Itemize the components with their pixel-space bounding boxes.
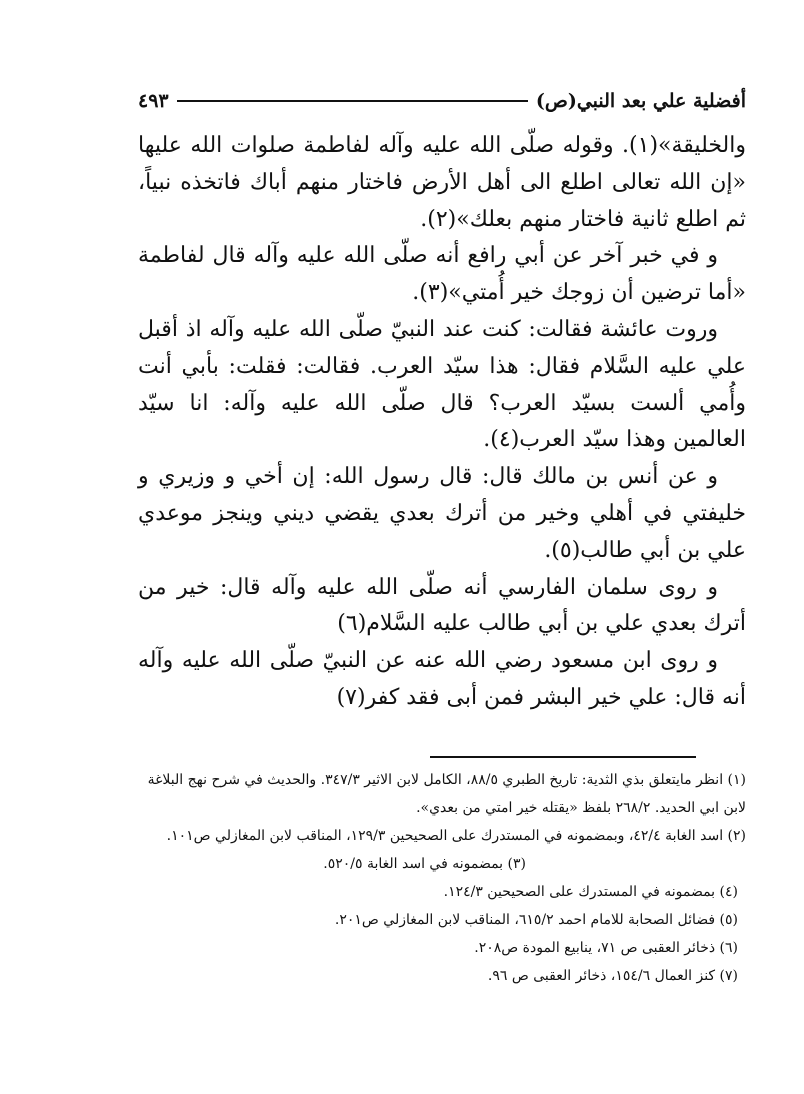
footnote-1: (١) انظر مايتعلق بذي الثدية: تاريخ الطبري ٨٨/٥، الكامل لابن الاثير ٣٤٧/٣. والحديث في شرح نهج البلاغة لابن ابي الحديد. ٢٦٨/٢ بلفظ «يقتله خير امتي من بعدي». [147, 772, 746, 816]
footnote-2 [140, 822, 746, 878]
footnote-7: (٧) كنز العمال ١٥٤/٦، ذخائر العقبى ص ٩٦. [487, 968, 738, 984]
main-text [138, 128, 746, 717]
page-number: ٤٩٣ [138, 90, 169, 112]
header-rule [177, 100, 528, 102]
footnote-4: (٤) بمضمونه في المستدرك على الصحيحين ١٢٤/٣. [443, 884, 738, 900]
running-header [138, 88, 746, 114]
paragraph: وروت عائشة فقالت: كنت عند النبيّ صلّى الله عليه وآله اذ أقبل علي عليه السَّلام فقال: هذا سيّد العرب. فقالت: فقلت: بأبي أنت وأُمي ألست بسيّد العرب؟ قال صلّى الله عليه وآله: انا سيّد العالمين وهذا سيّد العرب(٤). [138, 316, 746, 453]
footnote-5: (٥) فضائل الصحابة للامام احمد ٦١٥/٢، المناقب لابن المغازلي ص٢٠١. [334, 912, 738, 928]
paragraph: و روى سلمان الفارسي أنه صلّى الله عليه وآله قال: خير من أترك بعدي علي بن أبي طالب عليه السَّلام(٦) [138, 574, 746, 637]
footnote-2-text: (٢) اسد الغابة ٤٢/٤، وبمضمونه في المستدرك على الصحيحين ١٢٩/٣، المناقب لابن المغازلي ص١٠١. [166, 828, 746, 844]
footnote-6: (٦) ذخائر العقبى ص ٧١، ينابيع المودة ص٢٠٨. [474, 940, 738, 956]
paragraph: و عن أنس بن مالك قال: قال رسول الله: إن أخي و وزيري و خليفتي في أهلي وخير من أترك بعدي يقضي ديني وينجز موعدي علي بن أبي طالب(٥). [138, 464, 746, 563]
footnotes [140, 766, 746, 990]
footnote-3: (٣) بمضمونه في اسد الغابة ٥٢٠/٥. [323, 856, 526, 872]
paragraph: والخليقة»(١). وقوله صلّى الله عليه وآله لفاطمة صلوات الله عليها «إن الله تعالى اطلع الى أهل الأرض فاختار منهم أباك فاتخذه نبياً، ثم اطلع ثانية فاختار منهم بعلك»(٢). [138, 133, 746, 232]
running-title: أفضلية علي بعد النبي(ص) [535, 90, 746, 112]
footnote-separator [430, 756, 696, 758]
paragraph: و روى ابن مسعود رضي الله عنه عن النبيّ صلّى الله عليه وآله أنه قال: علي خير البشر فمن أبى فقد كفر(٧) [138, 648, 746, 710]
paragraph: و في خبر آخر عن أبي رافع أنه صلّى الله عليه وآله قال لفاطمة «أما ترضين أن زوجك خير أُمتي»(٣). [138, 243, 746, 306]
